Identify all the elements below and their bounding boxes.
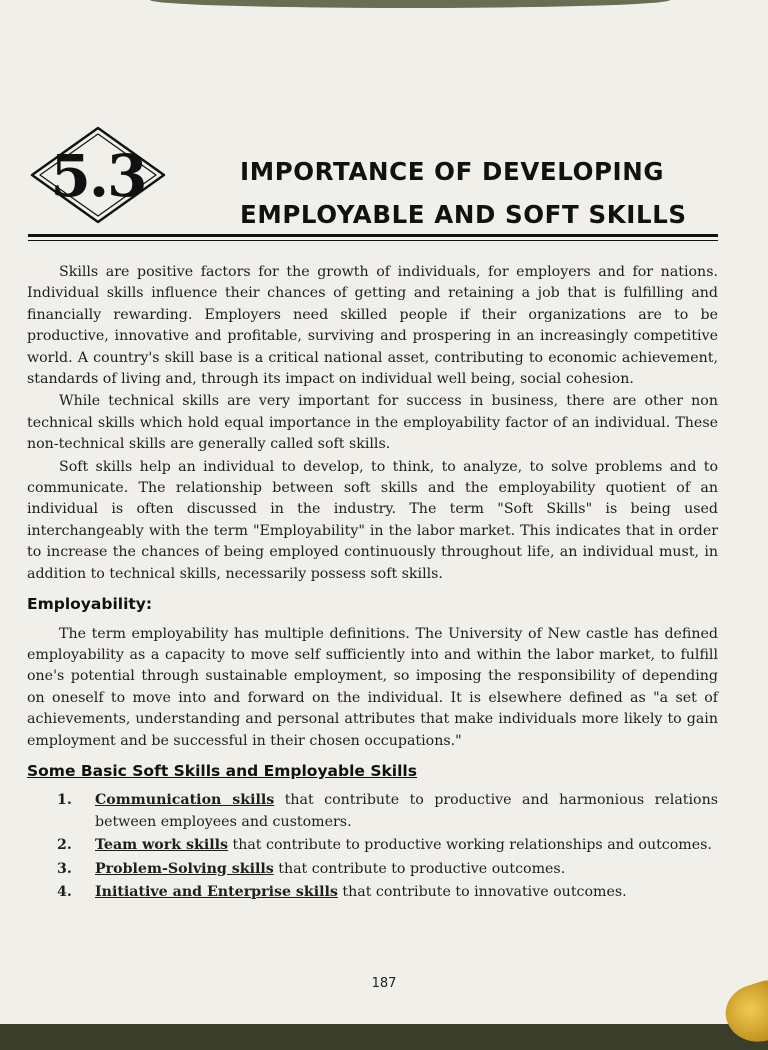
- list-item: [27, 882, 718, 903]
- basic-skills-heading-text: Some Basic Soft Skills and Employable Skills: [27, 761, 417, 780]
- list-item-key: Initiative and Enterprise skills: [95, 883, 338, 900]
- paragraph-skills-intro: Skills are positive factors for the growth of individuals, for employers and for nations. Individual skills influence their chances of getting and retaining a job that is fulfilling and financially rewarding. Employers need skilled people if their organizations are to be productive, innovative and profitable, surviving and prospering in an increasingly competitive world. A country's skill base is a critical national asset, contributing to economic achievement, standards of living and, through its impact on individual well being, social cohesion.: [27, 264, 718, 388]
- list-item-text: that contribute to productive outcomes.: [273, 860, 566, 877]
- section-title-line-1: IMPORTANCE OF DEVELOPING: [240, 157, 665, 186]
- paragraph-technical-skills: While technical skills are very important for success in business, there are other non technical skills which hold equal importance in the employability factor of an individual. These non-technical skills are generally called soft skills.: [27, 393, 718, 453]
- list-item-number: 2.: [57, 837, 72, 854]
- list-item: [27, 790, 718, 833]
- list-item-key: Problem-Solving skills: [95, 860, 274, 877]
- skills-list: [27, 790, 718, 903]
- list-item-text: that contribute to innovative outcomes.: [337, 883, 627, 900]
- employability-heading: Employability:: [27, 595, 153, 614]
- paragraph-soft-skills: Soft skills help an individual to develop, to think, to analyze, to solve problems and to communicate. The relationship between soft skills and the employability quotient of an individual is often discussed in the industry. The term "Soft Skills" is being used interchangeably with the term "Employability" in the labor market. This indicates that in order to increase the chances of being employed continuously throughout life, an individual must, in addition to technical skills, necessarily possess soft skills.: [27, 458, 718, 582]
- page-number: 187: [371, 976, 397, 991]
- list-item: [27, 835, 718, 856]
- paragraph-employability: The term employability has multiple definitions. The University of New castle has defined employability as a capacity to move self sufficiently into and within the labor market, to fulfill one's potential through sustainable employment, so imposing the responsibility of depending on oneself to move into and forward on the individual. It is elsewhere defined as "a set of achievements, understanding and personal attributes that make individuals more likely to gain employment and be successful in their chosen occupations.": [27, 625, 718, 749]
- list-item-key: Communication skills: [95, 792, 275, 809]
- section-number: 5.3: [50, 142, 146, 210]
- list-item-text: that contribute to productive working relationships and outcomes.: [228, 837, 712, 854]
- title-rule-thick: [28, 234, 718, 237]
- list-item-number: 1.: [57, 792, 72, 809]
- section-title-line-2: EMPLOYABLE AND SOFT SKILLS: [240, 200, 687, 229]
- list-item-text: that contribute to productive and harmonious relations between employees and customers.: [95, 792, 718, 830]
- title-rule-thin: [28, 240, 718, 241]
- section-title: [240, 150, 730, 236]
- list-item: [27, 859, 718, 880]
- section-number-badge: [28, 120, 168, 230]
- list-item-number: 3.: [57, 860, 72, 877]
- page-body: [27, 262, 718, 905]
- basic-skills-heading: [27, 761, 718, 782]
- list-item-key: Team work skills: [95, 837, 228, 854]
- list-item-number: 4.: [57, 883, 72, 900]
- page-edge-shadow: [150, 0, 670, 8]
